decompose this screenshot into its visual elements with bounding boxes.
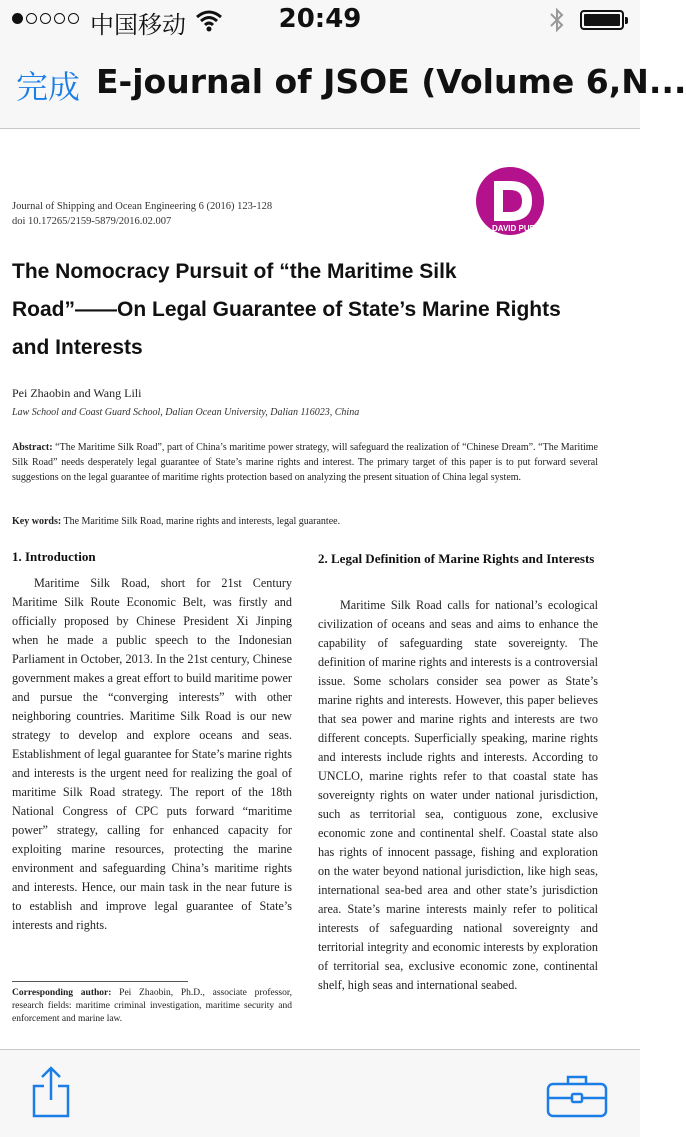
footnote-text: Pei Zhaobin, Ph.D., associate professor, research fields: maritime criminal investigation, maritime security and enforcement and marine law.: [12, 988, 292, 1024]
footnote-label: Corresponding author:: [12, 988, 112, 998]
document-title: E-journal of JSOE (Volume 6,N...: [96, 62, 686, 101]
doi-line: doi 10.17265/2159-5879/2016.02.007: [12, 216, 172, 227]
bluetooth-icon: [548, 6, 566, 34]
abstract-text: “The Maritime Silk Road”, part of China’s maritime power strategy, will safeguard the realization of “Chinese Dream”. “The Maritime Silk Road” needs desperately legal guarantee of State’s marine rights and interest. The primary target of this paper is to put forward several suggestions on the legal guarantee of maritime rights protection based on analyzing the present situation of China legal system.: [12, 442, 598, 483]
abstract: [12, 440, 598, 485]
journal-header: [12, 199, 272, 229]
pdf-page[interactable]: [0, 129, 640, 1049]
bottom-toolbar: [0, 1049, 640, 1137]
section-2-body: Maritime Silk Road calls for national’s ecological civilization of oceans and seas and aims to enhance the capability of safeguarding state sovereignty. The definition of marine rights and interests is a controversial issue. Some scholars consider sea power as State’s marine rights and interests. However, this paper believes that sea power and marine rights and interests are two different concepts. Superficially speaking, marine rights and interests include rights and interests. According to UNCLO, marine rights refer to that coastal state has sovereignty rights on water under national jurisdiction, such as territorial sea, contiguous zone, exclusive economic zone and continental shelf. Coastal state also has rights of innocent passage, fishing and exploration on the water beyond national jurisdiction, like high seas, international sea-bed area and other state’s jurisdiction area. State’s marine interests mainly refer to political interests of safeguarding national sovereignty and territorial integrity and economic interests by exploration of territorial sea, exclusive economic zone, continental shelf, high seas and international seabed.: [318, 598, 598, 992]
paper-title-line: The Nomocracy Pursuit of “the Maritime Silk: [12, 260, 457, 283]
paper-title: [12, 253, 622, 367]
publisher-logo: [472, 165, 602, 241]
done-button[interactable]: 完成: [16, 68, 81, 106]
status-bar: [0, 0, 640, 40]
carrier-name: 中国移动: [90, 11, 186, 39]
journal-citation: Journal of Shipping and Ocean Engineering 6 (2016) 123-128: [12, 201, 273, 212]
paper-title-line: and Interests: [12, 336, 143, 359]
author-affiliation: Law School and Coast Guard School, Dalian Ocean University, Dalian 116023, China: [12, 407, 360, 418]
footnote: [12, 987, 292, 1026]
abstract-label: Abstract:: [12, 442, 53, 453]
paper-authors: Pei Zhaobin and Wang Lili: [12, 386, 142, 400]
logo-text: DAVID PUBLISHING: [492, 224, 568, 233]
section-1-body: Maritime Silk Road, short for 21st Century Maritime Silk Route Economic Belt, was firstly and officially proposed by Chinese President Xi Jinping when he made a public speech to the Indonesian Parliament in October, 2013. In the 21st century, Chinese government makes a great effort to build maritime power and pursue the “converging interests” with other neighboring countries. Maritime Silk Road is our new strategy to develop and explore oceans and seas. Establishment of legal guarantee for State’s marine rights and interests is the urgent need for realizing the goal of maritime Silk Road strategy. The report of the 18th National Congress of CPC puts forward “maritime power” strategy, calling for enhanced capacity for exploiting marine resources, protecting the marine environment and safeguarding China’s maritime rights and interests. Hence, our main task in the near future is to establish and improve legal guarantee of State’s interests and rights.: [12, 576, 292, 932]
share-icon[interactable]: [30, 1064, 72, 1120]
keywords-text: The Maritime Silk Road, marine rights and interests, legal guarantee.: [61, 516, 341, 527]
navigation-bar: [0, 40, 686, 129]
keywords: [12, 516, 598, 527]
footnote-divider: [12, 981, 188, 982]
paper-title-line: Road”——On Legal Guarantee of State’s Marine Rights: [12, 298, 561, 321]
battery-icon: [580, 10, 624, 30]
status-time: 20:49: [278, 4, 362, 34]
section-2-heading: 2. Legal Definition of Marine Rights and Interests: [318, 551, 595, 566]
keywords-label: Key words:: [12, 516, 62, 527]
section-1-heading: 1. Introduction: [12, 549, 96, 564]
toolbox-icon[interactable]: [546, 1074, 608, 1118]
